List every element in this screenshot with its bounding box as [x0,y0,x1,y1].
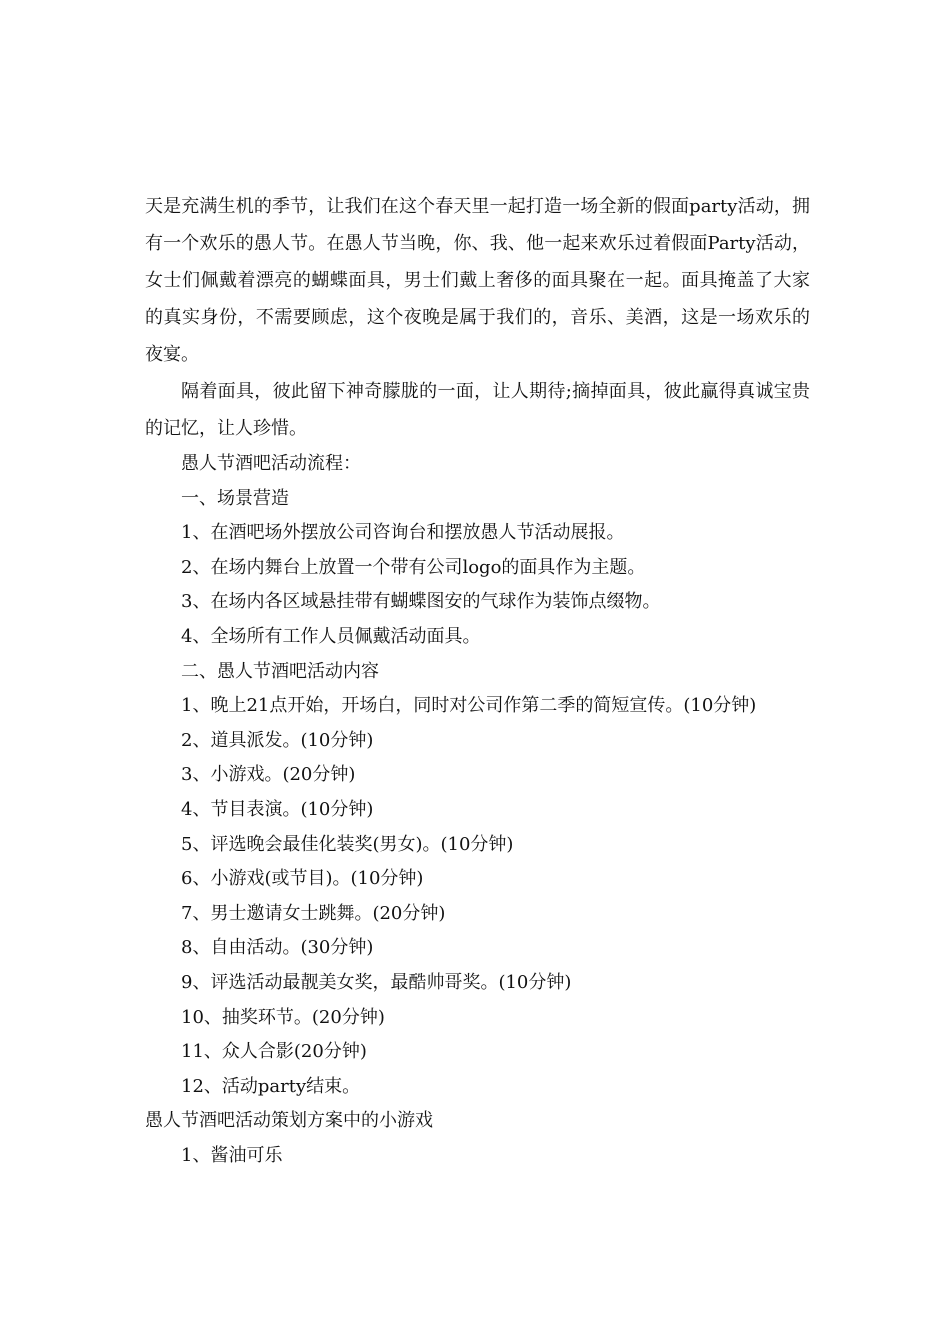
document-body [145,188,810,1173]
list-item: 3、在场内各区域悬挂带有蝴蝶图安的气球作为装饰点缀物。 [181,591,661,613]
section-heading-scene: 一、场景营造 [181,487,289,509]
list-item: 9、评选活动最靓美女奖，最酷帅哥奖。(10分钟) [181,971,572,993]
list-item: 1、酱油可乐 [181,1144,283,1166]
process-heading: 愚人节酒吧活动流程： [181,453,361,474]
list-item: 1、晚上21点开始，开场白，同时对公司作第二季的简短宣传。(10分钟) [181,695,757,717]
list-item: 5、评选晚会最佳化装奖(男女)。(10分钟) [181,833,514,855]
list-item: 10、抽奖环节。(20分钟) [181,1006,385,1028]
list-item: 6、小游戏(或节目)。(10分钟) [181,868,424,890]
list-item: 1、在酒吧场外摆放公司咨询台和摆放愚人节活动展报。 [181,522,625,544]
list-item: 8、自由活动。(30分钟) [181,937,374,959]
list-item: 4、节目表演。(10分钟) [181,798,374,820]
list-item: 12、活动party结束。 [181,1075,361,1097]
section-heading-content: 二、愚人节酒吧活动内容 [181,660,379,682]
intro-paragraph: 天是充满生机的季节，让我们在这个春天里一起打造一场全新的假面party活动，拥有一个欢乐的愚人节。在愚人节当晚，你、我、他一起来欢乐过着假面Party活动，女士们佩戴着漂亮的蝴蝶面具，男士们戴上奢侈的面具聚在一起。面具掩盖了大家的真实身份，不需要顾虑，这个夜晚是属于我们的，音乐、美酒，这是一场欢乐的夜宴。 [145,196,810,365]
list-item: 2、在场内舞台上放置一个带有公司logo的面具作为主题。 [181,556,646,578]
list-item: 11、众人合影(20分钟) [181,1041,367,1063]
list-item: 3、小游戏。(20分钟) [181,764,356,786]
list-item: 2、道具派发。(10分钟) [181,729,374,751]
list-item: 7、男士邀请女士跳舞。(20分钟) [181,902,446,924]
list-item: 4、全场所有工作人员佩戴活动面具。 [181,625,481,647]
mask-paragraph: 隔着面具，彼此留下神奇朦胧的一面，让人期待;摘掉面具，彼此赢得真诚宝贵的记忆，让人珍惜。 [145,381,810,439]
games-heading: 愚人节酒吧活动策划方案中的小游戏 [145,1110,433,1132]
